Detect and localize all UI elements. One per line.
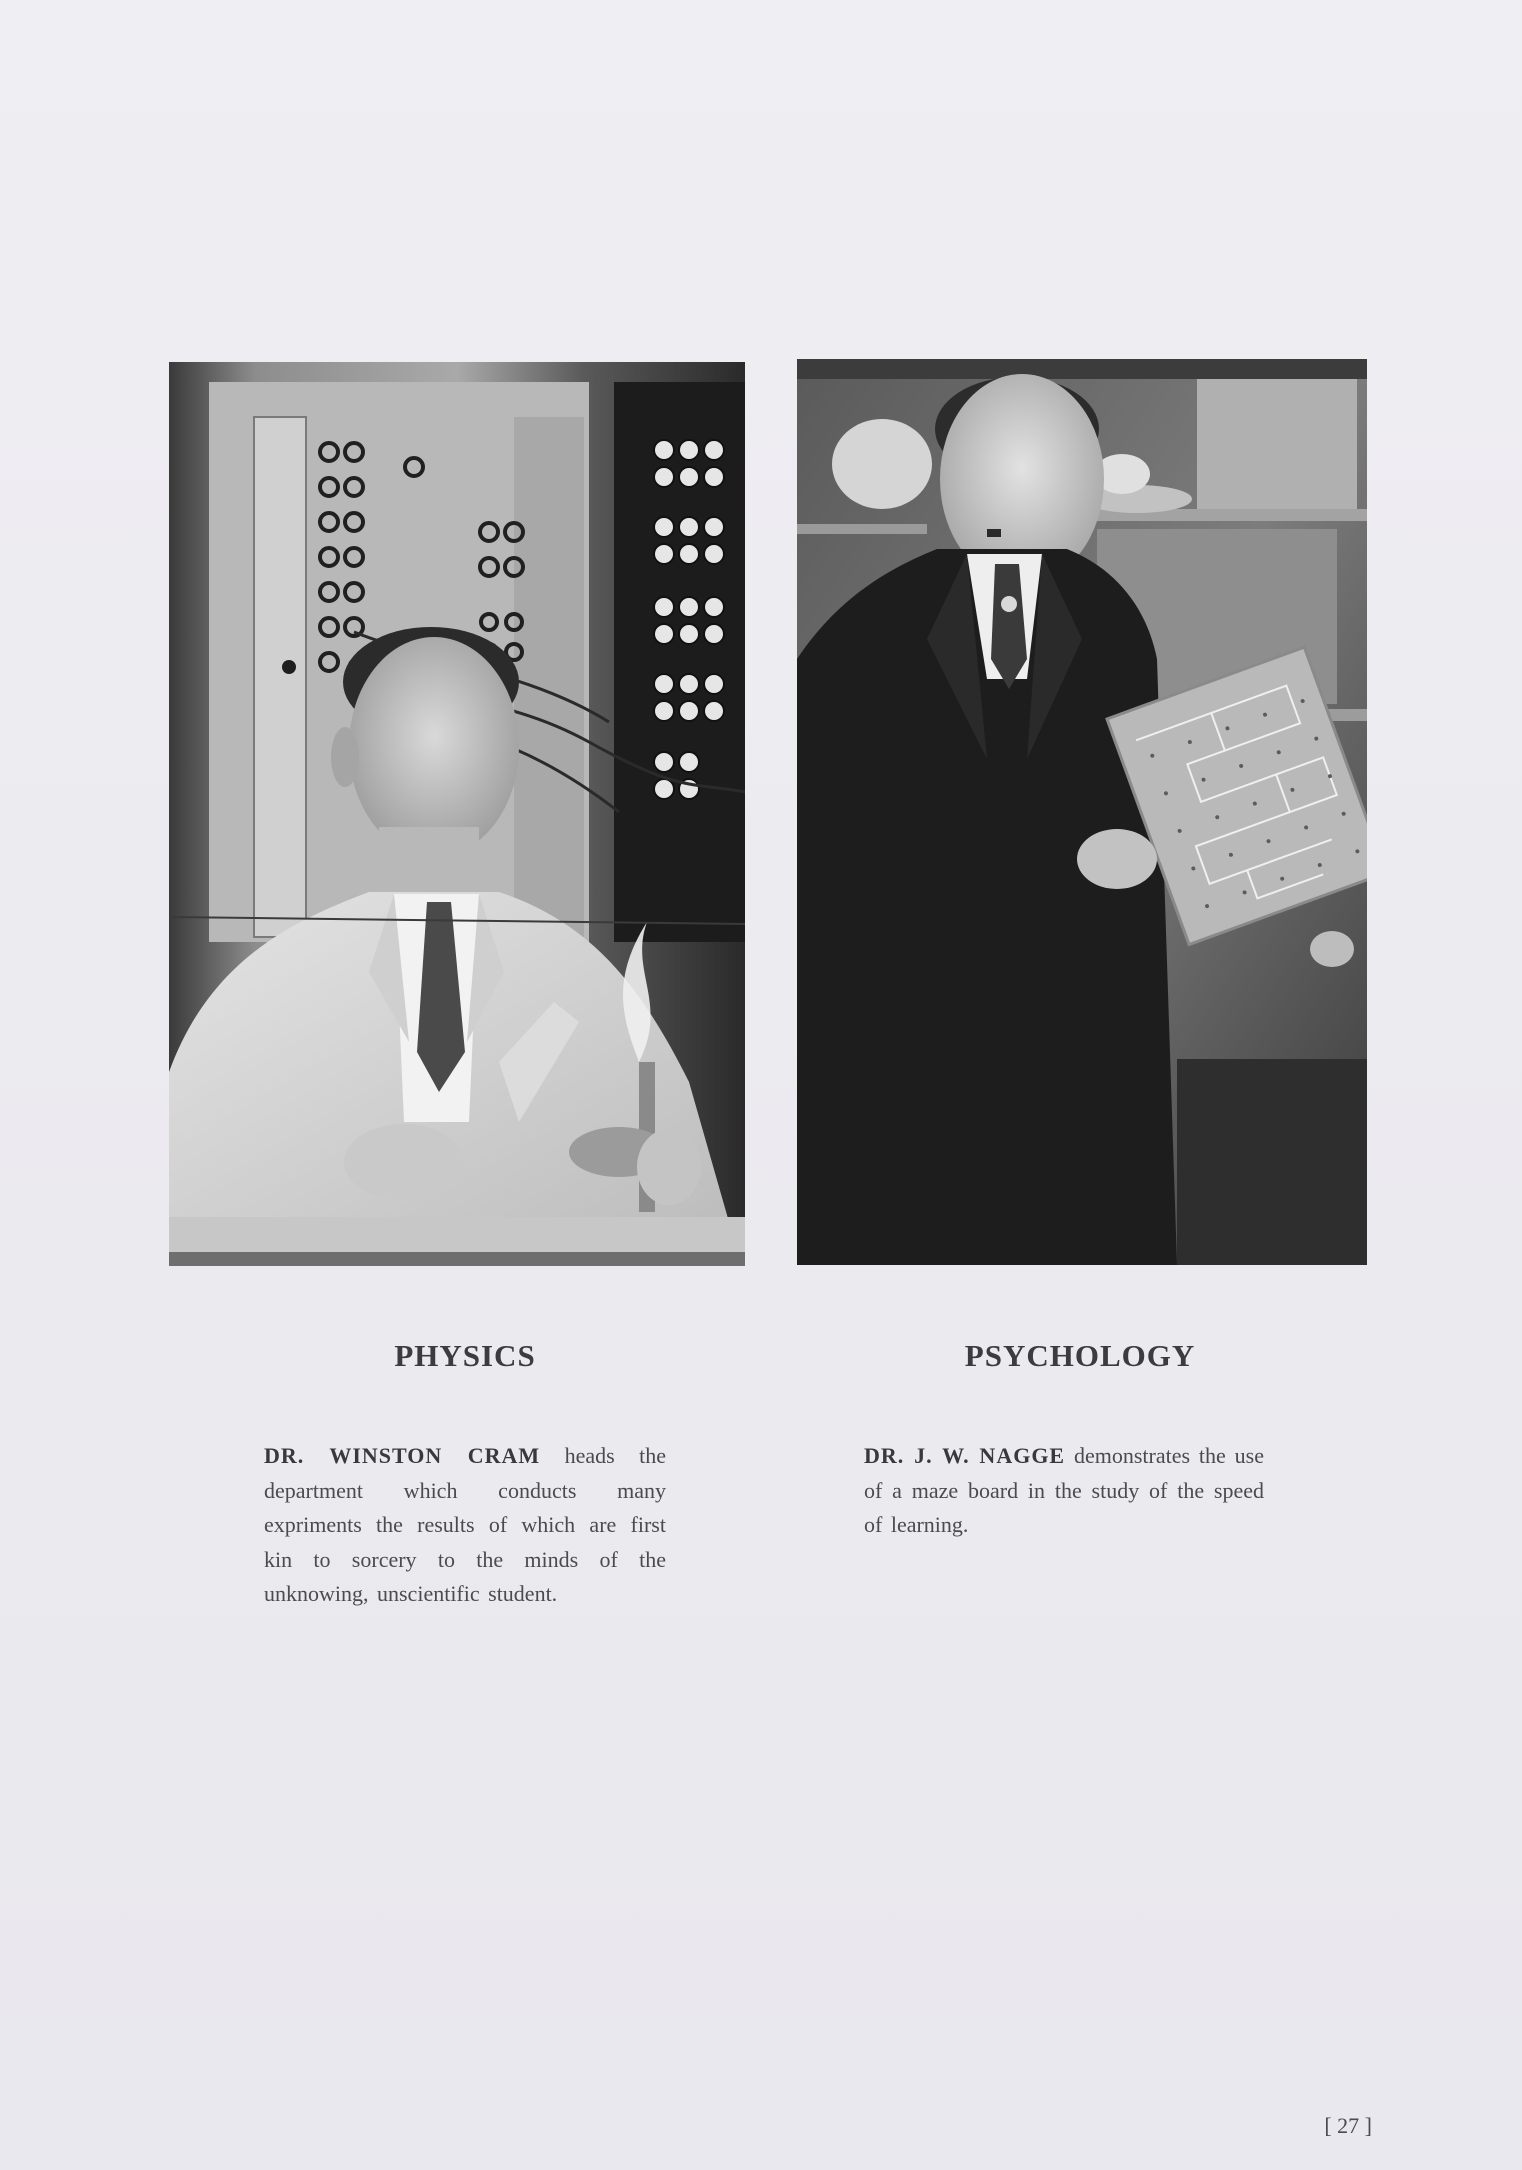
physics-caption xyxy=(264,1439,666,1612)
physics-professor-name: DR. WINSTON CRAM xyxy=(264,1443,541,1468)
psychology-caption xyxy=(864,1439,1264,1543)
psychology-heading: PSYCHOLOGY xyxy=(964,1338,1196,1373)
psychology-professor-name: DR. J. W. NAGGE xyxy=(864,1443,1066,1468)
page-number: [ 27 ] xyxy=(1324,2113,1372,2138)
physics-heading: PHYSICS xyxy=(394,1338,536,1373)
physics-professor-photo xyxy=(169,362,745,1266)
physics-caption-text: heads the department which conducts many expriments the results of which are first kin to sorcery to the minds of the unknowing, unscientific student. xyxy=(264,1443,666,1606)
psychology-caption-text: demonstrates the use of a maze board in the study of the speed of learning. xyxy=(864,1443,1264,1537)
psychology-professor-photo xyxy=(797,359,1367,1265)
